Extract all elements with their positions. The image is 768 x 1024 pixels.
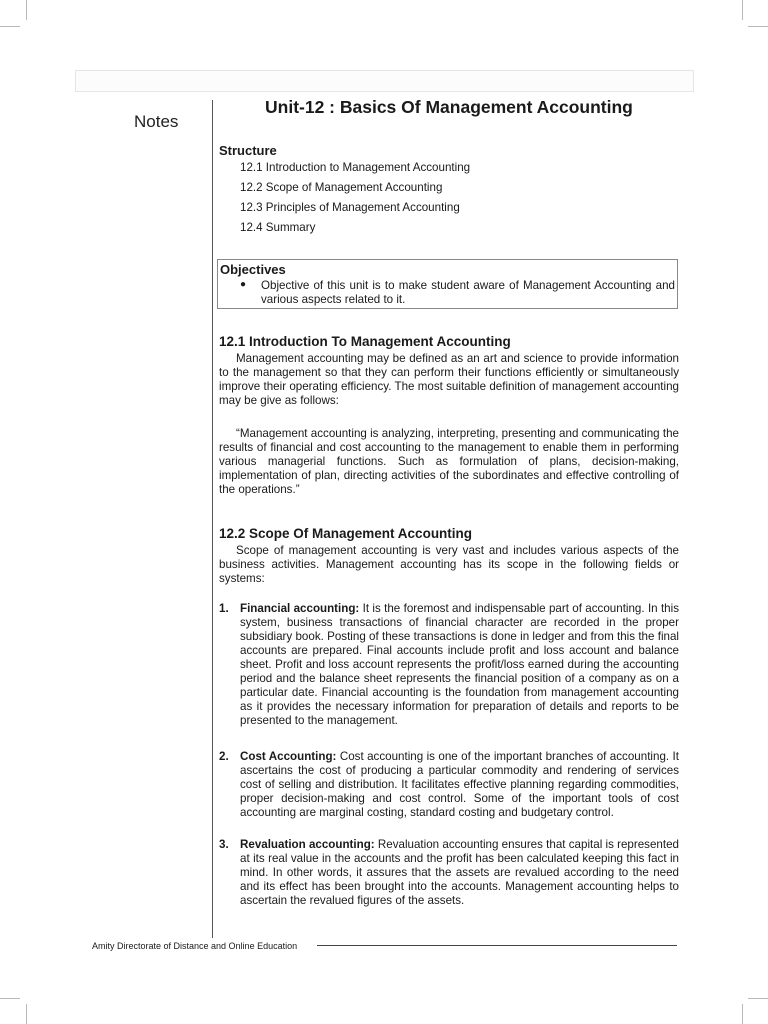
intro-paragraph-text: Management accounting may be defined as an art and science to provide information to the management so that they can perform their functions efficiently or simultaneously improve their operating efficiency. The most suitable definition of management accounting may be give as follows: — [219, 352, 679, 407]
section-heading-12-1: 12.1 Introduction To Management Accounting — [219, 334, 511, 349]
crop-mark — [26, 0, 27, 20]
objectives-text: Objective of this unit is to make student aware of Management Accounting and various aspects related to it. — [261, 279, 675, 306]
item-text: Revaluation accounting ensures that capital is represented at its real value in the accounts and the profit has been calculated keeping this fact in mind. In other words, it assures that the assets are revalued according to the need and its effect has been brought into the accounts. Management accounting helps to ascertain the revalued figures of the assets. — [240, 838, 679, 907]
scope-item-revaluation — [219, 838, 679, 908]
item-number: 3. — [219, 838, 229, 851]
crop-mark — [748, 26, 768, 27]
item-text: Cost accounting is one of the important branches of accounting. It ascertains the cost of producing a particular commodity and rendering of services cost of selling and distribution. It facilitates effective planning regarding commodities, proper decision-making and cost control. Some of the important tools of cost accounting are marginal costing, standard costing and budgetary control. — [240, 750, 679, 819]
crop-mark — [0, 998, 20, 999]
scope-intro-paragraph — [219, 544, 679, 586]
structure-item: 12.3 Principles of Management Accounting — [240, 201, 460, 214]
unit-title: Unit-12 : Basics Of Management Accounting — [265, 97, 633, 117]
item-text: It is the foremost and indispensable part of accounting. In this system, business transactions of financial character are recorded in the proper subsidiary book. Posting of these transactions is done in ledger and from this the final accounts are prepared. Final accounts include profit and loss account and balance sheet. Profit and loss account represents the profit/loss earned during the accounting period and the balance sheet represents the financial position of a company as on a particular date. Financial accounting is the foundation from management accounting as it provides the necessary information for preparation of details and reports to be presented to the management. — [240, 602, 679, 727]
footer-text: Amity Directorate of Distance and Online Education — [92, 941, 298, 951]
structure-list — [240, 161, 470, 241]
scope-item-financial — [219, 602, 679, 728]
section-heading-12-2: 12.2 Scope Of Management Accounting — [219, 526, 473, 541]
objectives-box — [217, 259, 678, 309]
definition-quote-text: “Management accounting is analyzing, interpreting, presenting and communicating the results of financial and cost accounting to the management to enable them in performing various managerial functions. Such as formulation of plans, decision-making, implementation of plan, directing activities of the subordinates and effective controlling of the operations.” — [219, 427, 679, 496]
margin-rule — [212, 100, 213, 938]
structure-heading: Structure — [219, 143, 277, 158]
crop-mark — [0, 26, 20, 27]
objectives-heading: Objectives — [220, 262, 286, 277]
item-term: Cost Accounting: — [240, 750, 337, 763]
structure-item: 12.2 Scope of Management Accounting — [240, 181, 443, 194]
header-band — [75, 70, 694, 92]
crop-mark — [748, 998, 768, 999]
notes-label: Notes — [134, 112, 179, 131]
definition-quote — [219, 427, 679, 497]
item-number: 1. — [219, 602, 229, 615]
bullet-icon: ● — [240, 279, 247, 290]
item-term: Revaluation accounting: — [240, 838, 375, 851]
crop-mark — [742, 0, 743, 20]
structure-item: 12.1 Introduction to Management Accounting — [240, 161, 471, 174]
item-term: Financial accounting: — [240, 602, 360, 615]
scope-item-cost — [219, 750, 679, 820]
crop-mark — [742, 1004, 743, 1024]
intro-paragraph — [219, 352, 679, 408]
structure-item: 12.4 Summary — [240, 221, 316, 234]
footer-rule — [317, 945, 677, 946]
item-number: 2. — [219, 750, 229, 763]
crop-mark — [26, 1004, 27, 1024]
scope-intro-text: Scope of management accounting is very vast and includes various aspects of the business activities. Management accounting has its scope in the following fields or systems: — [219, 544, 679, 585]
